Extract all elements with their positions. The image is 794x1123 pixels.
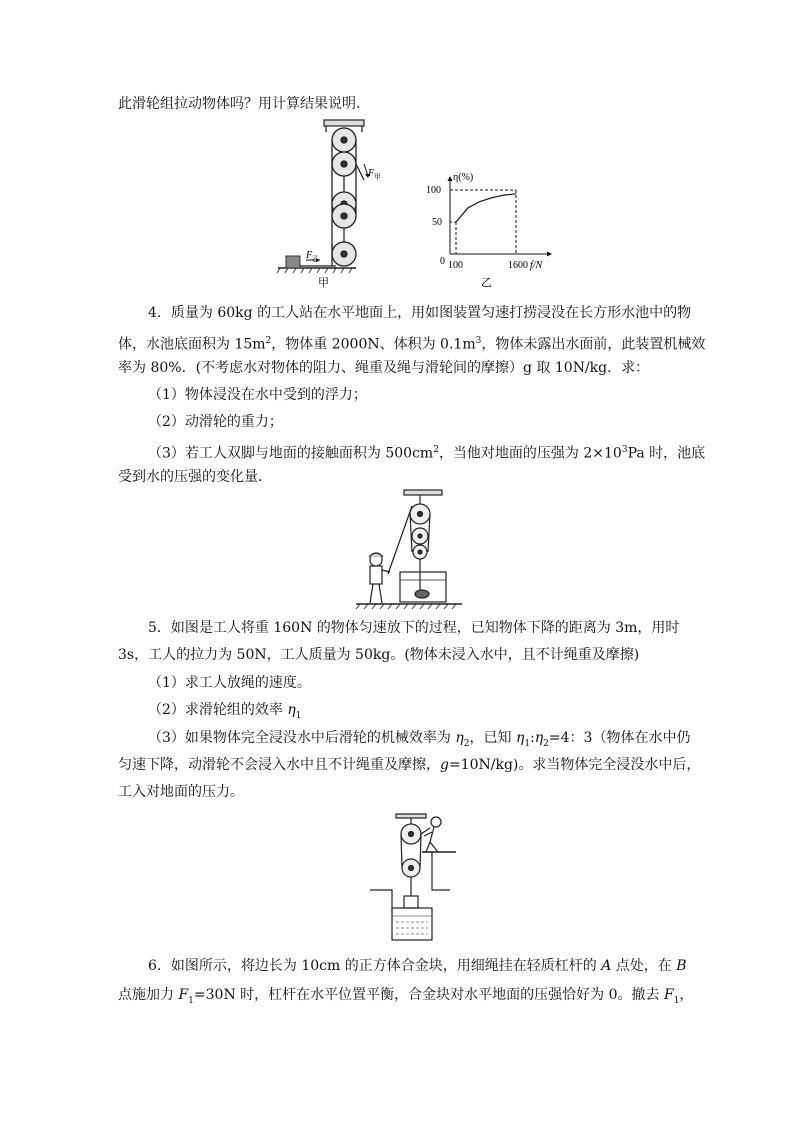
q4-sub1: （1）物体浸没在水中受到的浮力； — [148, 387, 367, 403]
figure-q4 — [354, 488, 466, 610]
figure-q3 — [276, 118, 566, 290]
q4-line2: 体，水池底面积为 $15m^2$，物体重 2000N、体积为 $0.1m^3$，物体未露出水面前，此装置机械效 — [118, 336, 706, 353]
q4-sub3: （3）若工人双脚与地面的接触面积为 $500cm^2$，当他对地面的压强为 $2\times 10^3Pa$ 时，池底 — [148, 445, 706, 462]
q5-sub3-cont2: 工入对地面的压力。 — [118, 784, 244, 800]
graph-origin: 0 — [440, 256, 445, 267]
efficiency-graph — [426, 172, 552, 289]
q5-sub1: （1）求工人放绳的速度。 — [148, 675, 311, 691]
q5-sub3-cont: 匀速下降，动滑轮不会浸入水中且不计绳重及摩擦，g=10N/kg)。求当物体完全浸没水中后， — [118, 757, 701, 773]
q6-line1: 6．如图所示，将边长为 10cm 的正方体合金块，用细绳挂在轻质杠杆的 A 点处，在 B — [148, 958, 687, 974]
q5-sub2: （2）求滑轮组的效率 $\eta_1$ — [148, 702, 302, 721]
q4-sub2: （2）动滑轮的重力； — [148, 414, 283, 430]
q5-line2: 3s，工人的拉力为 50N，工人质量为 50kg。(物体未浸入水中，且不计绳重及摩擦) — [118, 647, 640, 663]
intro-line: 此滑轮组拉动物体吗？用计算结果说明． — [118, 96, 370, 112]
block-object — [286, 256, 300, 268]
q5-line1: 5．如图是工人将重 160N 的物体匀速放下的过程，已知物体下降的距离为 3m，用时 — [148, 620, 680, 636]
q4-line3: 率为 80%．(不考虑水对物体的阻力、绳重及绳与滑轮间的摩擦）g 取 10N/kg．求： — [118, 360, 650, 376]
f-yi-sub: 乙 — [312, 255, 319, 263]
q6-line2: 点施加力 $F_1=30N$ 时，杠杆在水平位置平衡，合金块对水平地面的压强恰好为 0。撤去 $F_1$， — [118, 987, 694, 1006]
q5-sub3: （3）如果物体完全浸没水中后滑轮的机械效率为 $\eta_2$，已知 $\eta_1:\eta_2=4$：3（物体在水中仍 — [148, 730, 691, 749]
graph-ylabel: η(%) — [453, 172, 474, 183]
f-jia-sub: 甲 — [374, 173, 381, 181]
q4-sub3-cont: 受到水的压强的变化量． — [118, 469, 272, 485]
f-jia-label: F — [368, 168, 375, 179]
worker-figure-q5 — [422, 817, 456, 852]
xtick-100: 100 — [448, 260, 463, 271]
ytick-50: 50 — [432, 217, 442, 228]
pulley-diagram-jia — [277, 120, 364, 273]
label-yi: 乙 — [481, 277, 492, 289]
worker-figure — [369, 553, 390, 603]
q4-line1: 4．质量为 60kg 的工人站在水平地面上，用如图装置匀速打捞浸没在长方形水池中的物 — [148, 305, 692, 321]
figure-q5 — [366, 812, 462, 946]
graph-xlabel: f/N — [530, 260, 543, 271]
label-jia: 甲 — [318, 277, 329, 289]
ytick-100: 100 — [426, 185, 441, 196]
xtick-1600: 1600 — [508, 260, 528, 271]
efficiency-curve — [456, 194, 516, 222]
f-yi-label: F — [306, 250, 313, 261]
